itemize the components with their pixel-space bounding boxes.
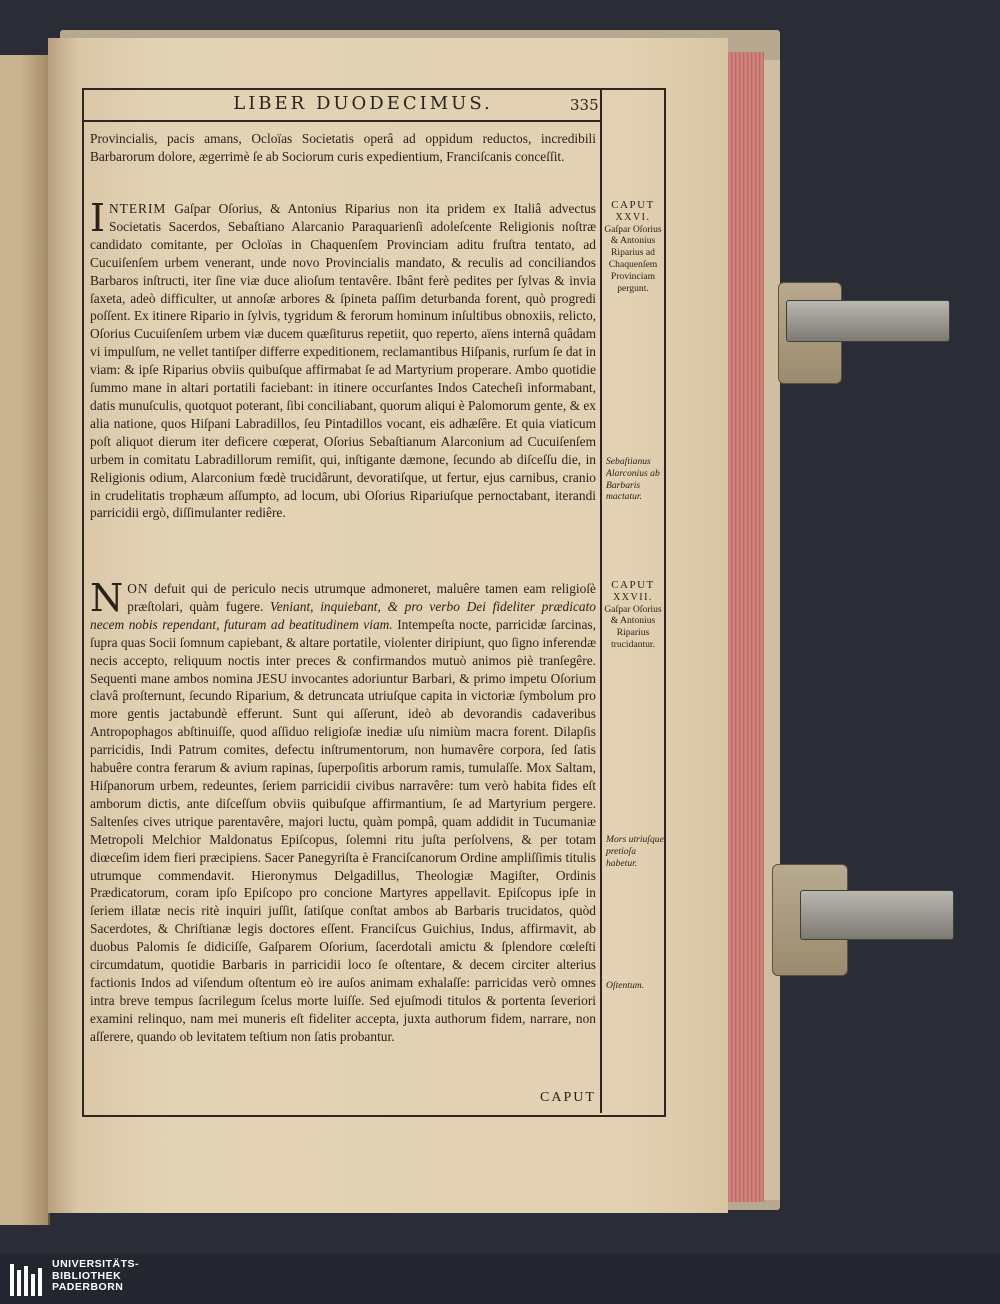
- caput-27-summary: Gaſpar Oſorius & Antonius Riparius trucidantur.: [604, 603, 662, 650]
- cover-edge: [764, 60, 780, 1200]
- paragraph-3-quote: Veniant, inquiebant, & pro verbo Dei fideliter prædicato necem nobis rependant, futuram ad beatitudinem viam.: [90, 598, 596, 632]
- dropcap-i: I: [90, 196, 106, 240]
- margin-note-caput-27: [604, 580, 662, 651]
- catchword: CAPUT: [540, 1090, 596, 1105]
- page-number: 335: [570, 96, 599, 114]
- paragraph-1: Provincialis, pacis amans, Ocloïas Societatis operâ ad oppidum reductos, incredibili Barbarorum dolore, ægerrimè ſe ab Sociorum curis expedientium, Franciſcanis conceſſit.: [90, 131, 596, 164]
- margin-note-mors: Mors utriuſque pretioſa habetur.: [606, 834, 664, 869]
- library-name: [52, 1259, 139, 1294]
- paragraph-3-opening: ON: [127, 581, 149, 596]
- margin-rule: [600, 88, 602, 1113]
- library-logo-icon: [8, 1262, 46, 1298]
- caput-26-head: CAPUT: [611, 199, 655, 211]
- dropcap-n: N: [90, 576, 124, 620]
- header-rule: [82, 120, 602, 122]
- left-page-edge: [0, 55, 50, 1225]
- caput-27-number: XXVII.: [613, 591, 653, 603]
- caput-27-head: CAPUT: [611, 579, 655, 591]
- running-title: LIBER DUODECIMUS.: [233, 93, 493, 114]
- margin-note-sebastianus: Sebaſtianus Alarconius ab Barbaris mactatur.: [606, 456, 660, 503]
- library-name-line-1: UNIVERSITÄTS-: [52, 1258, 140, 1270]
- margin-note-caput-26: [604, 200, 662, 294]
- caput-26-summary: Gaſpar Oſorius & Antonius Riparius ad Chaquenſem Provinciam pergunt.: [604, 223, 662, 294]
- margin-note-ostentum: Oſtentum.: [606, 980, 645, 991]
- paragraph-3: [90, 576, 596, 1046]
- paragraph-2-text: Gaſpar Oſorius, & Antonius Riparius non ita pridem ex Italiâ advectus Societatis Sacerdos, Sebaſtiano Alarcanio Paraquarienſi adoleſcente Religionis noſtræ candidato comitante, per Ocloïas in Chaquenſem Provinciam aditu fruſtra tentato, ad Cucuiſenſem urbem venerant, unde novo Provincialis mandato, & reculis ad conciliandos Barbaros inſtructi, iter ſine viæ duce alioſum tentavêre. Ibânt ferè pedites per ſylvas & invia ſaxeta, adeò difficulter, ut annoſæ arbores & ſpineta paſſim deturbanda forent, quò progredi poſſent. Ex itinere Ripario in ſylvis, tygridum & ferorum hominum inſultibus obnoxiis, relicto, Oſorius Cucuiſenſem urbem viæ ducem quæſiturus repetiit, quo reperto, aïens internâ quâdam vi impulſum, ne vellet tantiſper differre expeditionem, reclamantibus Hiſpanis, rurſum ſe dat in viam: & ipſe Riparius obviis quibuſque affirmabat ſe ad Martyrium properare. Ambo quotidie ſummo mane in altari portatili faciebant: in itinere occurſantes Indos Catecheſi informabant, datis munuſculis, quotquot poterant, ſibi conciliabant, quorum aliqui è Palomorum gente, & ex alia natione, quos Hiſpani Labradillos, ſeu Pintadillos vocant, eis adhæſêre. Et quia viaticum poſt aliquot dierum iter deficere cœperat, Oſorius Sebaſtianum Alarconium ad Cucuiſenſem urbem in comitatu Labradillorum remiſit, qui, inſtigante dæmone, ſecundo ab diſceſſu die, in Religionis odium, Alarconium fœdè trucidârunt, devoratiſque, ut fertur, ejus carnibus, cranio in crudelitatis trophæum aſſumpto, ad locum, ubi Oſorius Ripariuſque pernoctabant, iterandi parricidii ergò, diſſimulanter rediêre.: [90, 201, 596, 521]
- footer-bar: [0, 1254, 1000, 1304]
- lower-clasp-metal: [800, 890, 954, 940]
- paragraph-3-text-b: Intempeſta nocte, parricidæ ſarcinas, ſupra quas Socii ſomnum capiebant, & altare portatile, violenter diripiunt, quo ſigno inferendæ necis accepto, reliquum noctis inter preces & confirmandos mutuò animos piè tranſegêre. Sequenti mane ambos nomina JESU invocantes adoriuntur Barbari, & primo impetu Oſorium clavâ proſternunt, ſecundo Riparium, & detruncata utriuſque capita in victoriæ ſymbolum pro more gentis jactabundè efferunt. Sunt qui aſſerunt, ideò ab devorandis cadaveribus Antropophagos abſtinuiſſe, quod aſſiduo religioſæ inediæ uſu nimiùm macra forent. Dilapſis parricidis, Indi Patrum comites, defectu inſtrumentorum, non humavêre corpora, ſed ſatis habuêre contra ferarum & avium rapinas, ſuperpoſitis arborum ramis, tumulaſſe. Mox Saltam, Hiſpanorum urbem, redeuntes, ſeriem parricidii civibus narravêre: tum verò habita fides eſt amborum dictis, ante diſceſſum obviis quibuſque affirmantium, ſe ad Martyrium pergere. Saltenſes cives utrique parentavêre, majori luctu, quàm pompâ, quam addidit in Tucumaniæ Metropoli Melchior Maldonatus Epiſcopus, ſolemni ritu juſta perſolvens, & per totam diœceſim idem fieri præcipiens. Sacer Panegyriſta è Franciſcanorum Ordine ampliſſimis titulis utrumque commendavit. Hieronymus Delgadillus, Theologiæ Magiſter, Ordinis Prædicatorum, coram ipſo Epiſcopo pro concione Martyres appellavit. Epiſcopus ipſe in ſeriem illatæ necis ritè inquiri juſſit, ſatiſque conſtat ambos ab Barbaris trucidatos, quòd Sacerdotes, & Chriſtianæ legis doctores eſſent. Franciſcus Guichius, Indus, affirmavit, ab duobus Palomis ſe didiciſſe, Gaſparem Oſorium, ſacerdotali amictu & ſplendore cœleſti circumdatum, quotidie Barbaris in parricidii loco ſe oſtentare, & decem circiter alterius factionis Indos ad viſendum oſtentum eò ire auſos animam exhalaſſe: parricidas verò omnes intra breve tempus ſacrilegum ſcelus morte luiſſe. Sed ejuſmodi titulos & portenta ſeveriori examini relinquo, nam mei muneris eſt fideliter accepta, juxta authorum fidem, narrare, non aſſerere, quando ob levitatem teſtium non ſatis probantur.: [90, 616, 596, 1044]
- caput-26-number: XXVI.: [615, 211, 651, 223]
- library-name-line-2: BIBLIOTHEK: [52, 1269, 122, 1282]
- paragraph-3-text-a: defuit qui de periculo necis utrumque admoneret, maluêre tamen eam religioſè præſtolari, quàm fugere.: [127, 581, 596, 614]
- paragraph-2: [90, 196, 596, 522]
- paragraph-2-opening: NTERIM: [109, 201, 167, 216]
- library-name-line-3: PADERBORN: [52, 1281, 124, 1293]
- upper-clasp-metal: [786, 300, 950, 342]
- red-page-edge: [728, 52, 764, 1202]
